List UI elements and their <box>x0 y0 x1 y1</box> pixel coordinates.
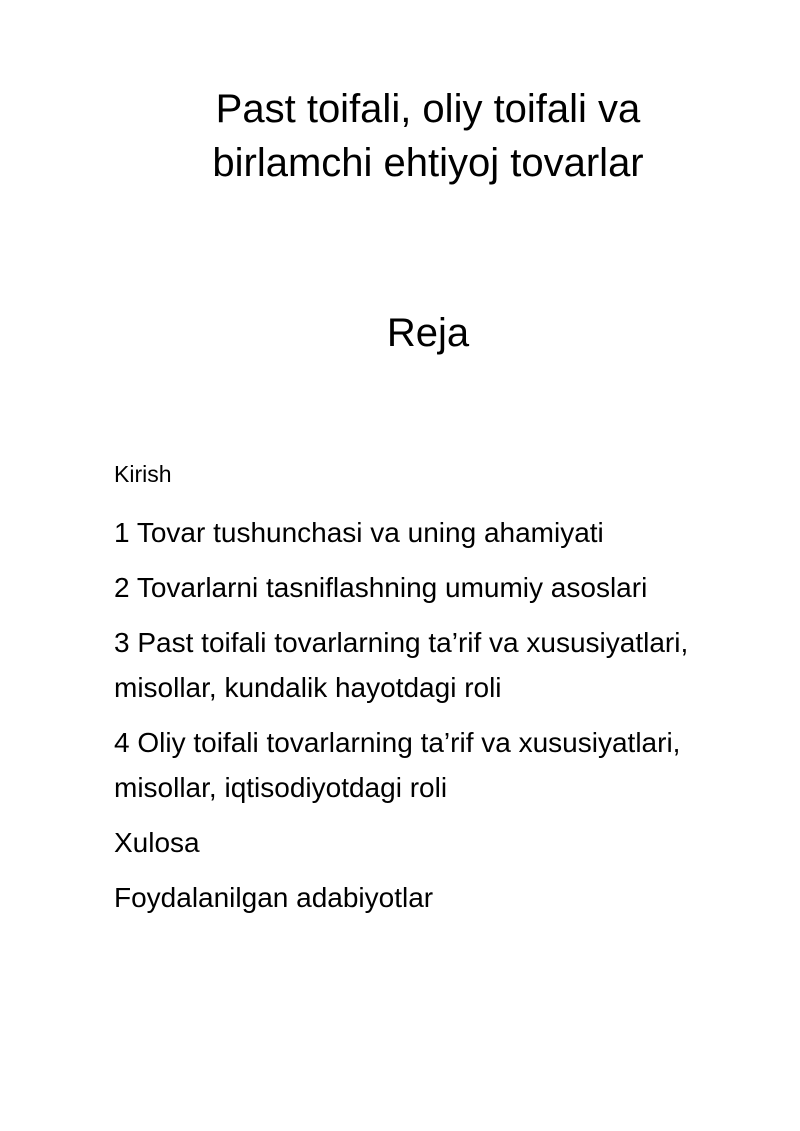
toc-item-4 <box>114 720 754 810</box>
plan-heading: Reja <box>386 311 470 355</box>
toc-item-3-line-1: 3 Past toifali tovarlarning ta’rif va xususiyatlari, <box>114 627 689 658</box>
toc-item-references: Foydalanilgan adabiyotlar <box>114 882 434 913</box>
table-of-contents <box>114 458 754 930</box>
toc-item-2: 2 Tovarlarni tasniflashning umumiy asoslari <box>114 572 648 603</box>
toc-item-conclusion: Xulosa <box>114 827 200 858</box>
document-title <box>130 82 726 190</box>
toc-item-3 <box>114 620 754 710</box>
document-title-line-2: birlamchi ehtiyoj tovarlar <box>212 141 644 185</box>
document-title-line-1: Past toifali, oliy toifali va <box>215 87 641 131</box>
toc-item-4-line-1: 4 Oliy toifali tovarlarning ta’rif va xususiyatlari, <box>114 727 681 758</box>
toc-item-introduction: Kirish <box>114 461 172 487</box>
toc-item-1: 1 Tovar tushunchasi va uning ahamiyati <box>114 517 604 548</box>
toc-item-3-line-2: misollar, kundalik hayotdagi roli <box>114 672 502 703</box>
toc-item-4-line-2: misollar, iqtisodiyotdagi roli <box>114 772 448 803</box>
